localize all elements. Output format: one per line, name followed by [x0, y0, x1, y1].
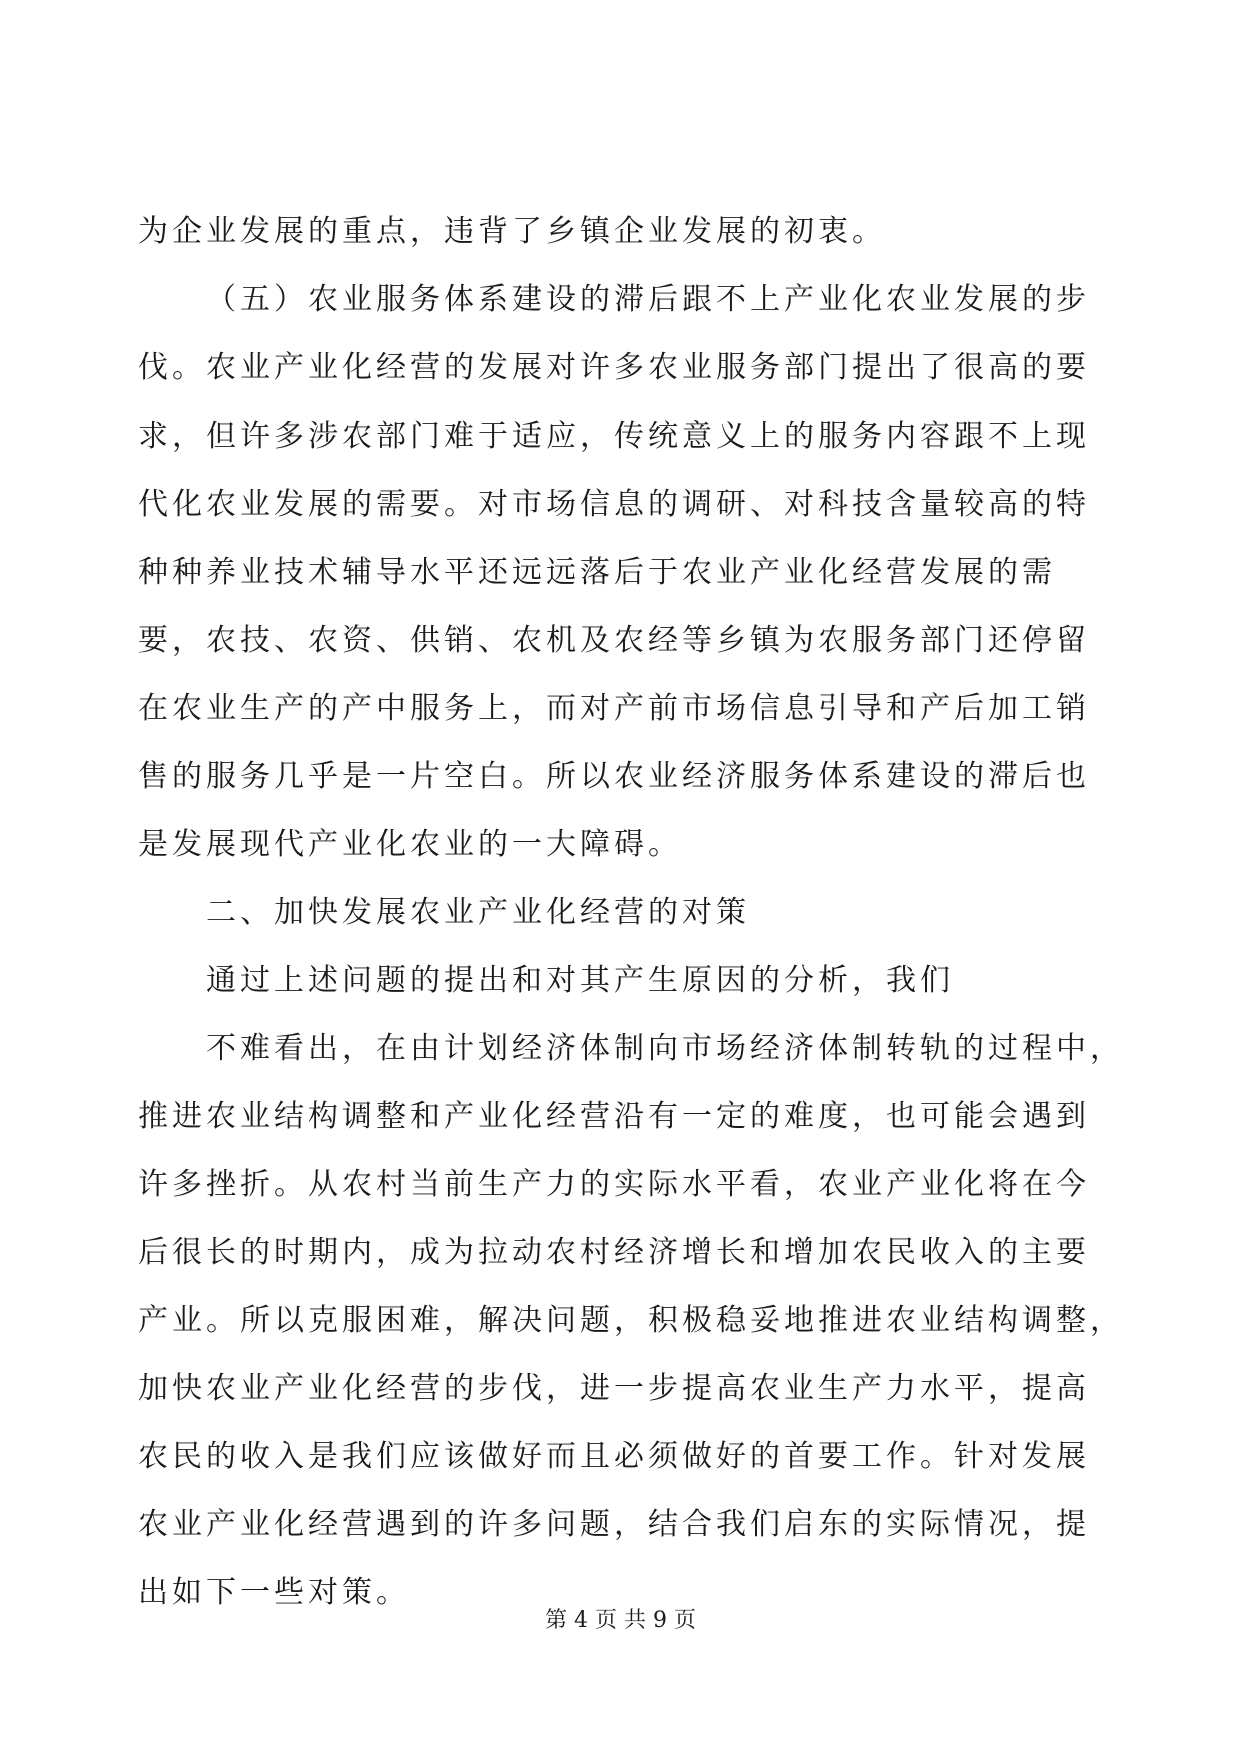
text-line: 许多挫折。从农村当前生产力的实际水平看，农业产业化将在今 — [138, 1167, 1090, 1202]
text-line: 通过上述问题的提出和对其产生原因的分析，我们 — [206, 963, 954, 998]
page-number-footer: 第 4 页 共 9 页 — [545, 1608, 696, 1633]
text-line: 售的服务几乎是一片空白。所以农业经济服务体系建设的滞后也 — [138, 759, 1090, 794]
text-line: （五）农业服务体系建设的滞后跟不上产业化农业发展的步 — [206, 282, 1090, 317]
text-line: 伐。农业产业化经营的发展对许多农业服务部门提出了很高的要 — [138, 350, 1090, 385]
text-line: 代化农业发展的需要。对市场信息的调研、对科技含量较高的特 — [138, 487, 1090, 522]
text-line: 农业产业化经营遇到的许多问题，结合我们启东的实际情况，提 — [138, 1507, 1090, 1542]
text-line: 求，但许多涉农部门难于适应，传统意义上的服务内容跟不上现 — [138, 419, 1090, 454]
text-line: 加快农业产业化经营的步伐，进一步提高农业生产力水平，提高 — [138, 1371, 1090, 1406]
section-heading: 二、加快发展农业产业化经营的对策 — [206, 895, 750, 930]
text-line: 是发展现代产业化农业的一大障碍。 — [138, 827, 682, 862]
text-line: 种种养业技术辅导水平还远远落后于农业产业化经营发展的需 — [138, 555, 1056, 590]
text-line: 后很长的时期内，成为拉动农村经济增长和增加农民收入的主要 — [138, 1235, 1090, 1270]
text-line: 农民的收入是我们应该做好而且必须做好的首要工作。针对发展 — [138, 1439, 1090, 1474]
text-line: 为企业发展的重点，违背了乡镇企业发展的初衷。 — [138, 214, 886, 249]
text-line: 出如下一些对策。 — [138, 1575, 410, 1610]
text-line: 推进农业结构调整和产业化经营沿有一定的难度，也可能会遇到 — [138, 1099, 1090, 1134]
text-line: 在农业生产的产中服务上，而对产前市场信息引导和产后加工销 — [138, 691, 1090, 726]
text-line: 不难看出，在由计划经济体制向市场经济体制转轨的过程中， — [206, 1031, 1124, 1066]
text-line: 产业。所以克服困难，解决问题，积极稳妥地推进农业结构调整， — [138, 1303, 1124, 1338]
text-line: 要，农技、农资、供销、农机及农经等乡镇为农服务部门还停留 — [138, 623, 1090, 658]
